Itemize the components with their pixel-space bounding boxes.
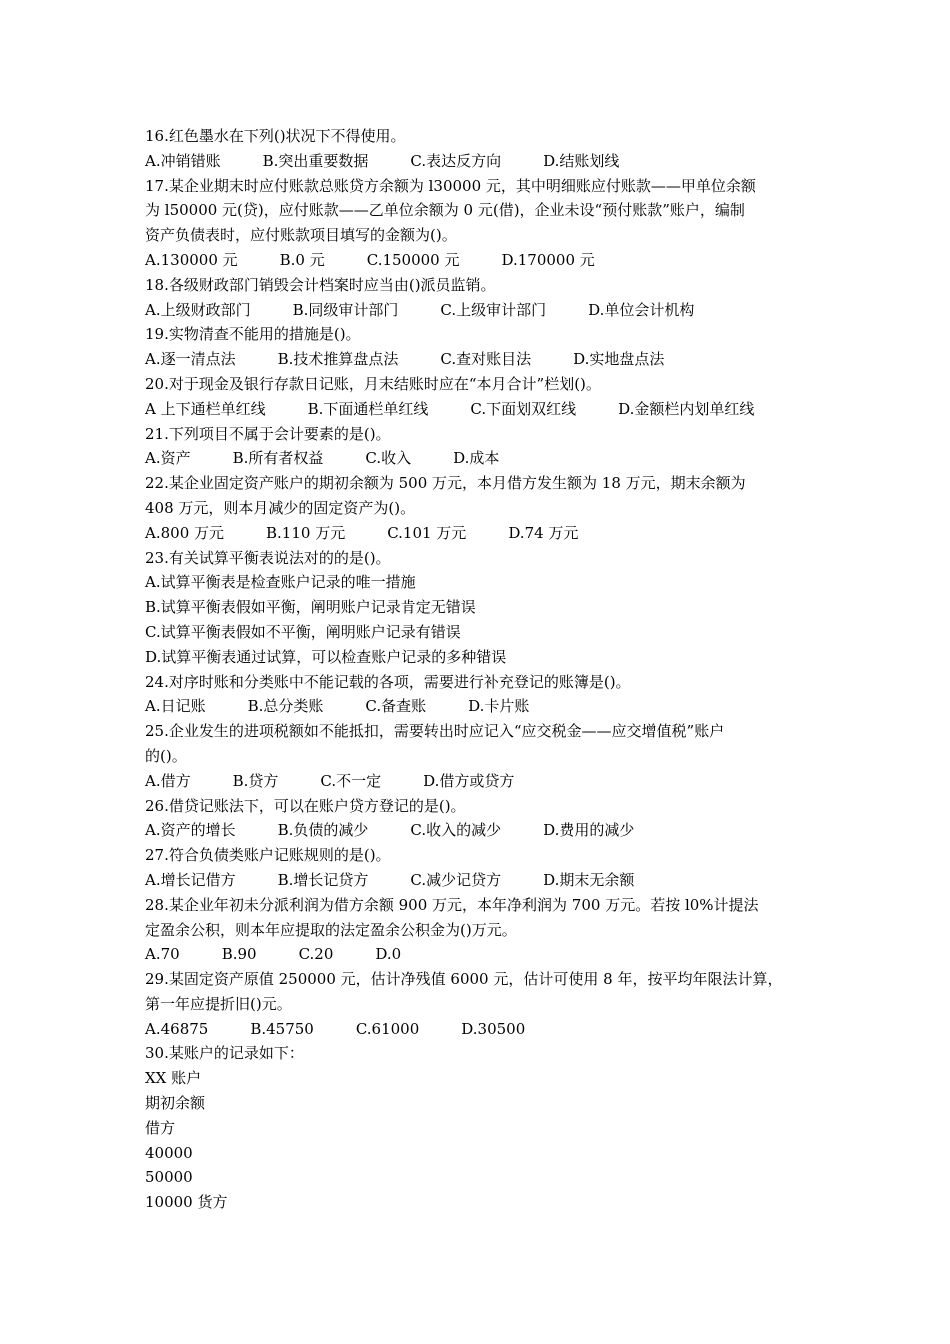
answer-option: B.贷方 (232, 771, 279, 790)
question-21 (145, 422, 825, 472)
answer-option: B.增长记贷方 (277, 870, 369, 889)
question-stem-line: 的()。 (145, 746, 187, 765)
question-stem-line: 50000 (145, 1168, 193, 1187)
question-18 (145, 273, 825, 323)
answer-option: B.45750 (250, 1019, 314, 1038)
answer-options (145, 521, 825, 546)
answer-option: D.卡片账 (468, 697, 530, 716)
answer-option: A.46875 (145, 1019, 209, 1038)
answer-option: D.成本 (453, 449, 500, 468)
answer-option: A.增长记借方 (145, 870, 236, 889)
question-stem-line: 23.有关试算平衡表说法对的的是()。 (145, 548, 391, 567)
answer-option: C.不一定 (320, 771, 382, 790)
answer-option: C.减少记贷方 (410, 870, 502, 889)
answer-options (145, 446, 825, 471)
answer-options (145, 149, 825, 174)
answer-option: B.0 元 (279, 250, 325, 269)
question-stem-line: 21.下列项目不属于会计要素的是()。 (145, 424, 391, 443)
answer-option: D.借方或贷方 (423, 771, 515, 790)
question-stem-line: 期初余额 (145, 1094, 206, 1113)
answer-option: A.800 万元 (145, 523, 224, 542)
question-stem-line: 资产负债表时，应付账款项目填写的金额为()。 (145, 226, 457, 245)
question-23 (145, 546, 825, 670)
question-stem-line: 借方 (145, 1118, 176, 1137)
answer-option: A.冲销错账 (145, 151, 221, 170)
answer-option: C.150000 元 (366, 250, 460, 269)
answer-option: B.负债的减少 (277, 821, 369, 840)
answer-option: A.上级财政部门 (145, 300, 251, 319)
question-30 (145, 1041, 825, 1215)
answer-option: C.61000 (355, 1019, 420, 1038)
question-stem-line: A.试算平衡表是检查账户记录的唯一措施 (145, 573, 416, 592)
answer-option: C.下面划双红线 (470, 399, 577, 418)
answer-option: C.表达反方向 (410, 151, 502, 170)
question-stem-line: 408 万元，则本月减少的固定资产为()。 (145, 498, 416, 517)
question-stem-line: 24.对序时账和分类账中不能记载的各项，需要进行补充登记的账簿是()。 (145, 672, 631, 691)
question-stem-line: 18.各级财政部门销毁会计档案时应当由()派员监销。 (145, 275, 496, 294)
answer-options (145, 769, 825, 794)
answer-options (145, 1017, 825, 1042)
question-stem-line: 为 l50000 元(贷)，应付账款——乙单位余额为 0 元(借)，企业未设“预付账款”账户，编制 (145, 201, 745, 220)
question-26 (145, 794, 825, 844)
question-20 (145, 372, 825, 422)
document-body (145, 124, 825, 1215)
answer-option: C.20 (298, 945, 334, 964)
question-22 (145, 471, 825, 545)
question-25 (145, 719, 825, 793)
question-stem-line: D.试算平衡表通过试算，可以检查账户记录的多种错误 (145, 647, 507, 666)
question-16 (145, 124, 825, 174)
answer-options (145, 868, 825, 893)
answer-option: B.110 万元 (266, 523, 346, 542)
answer-option: C.备查账 (365, 697, 427, 716)
answer-options (145, 818, 825, 843)
question-stem-line: C.试算平衡表假如不平衡，阐明账户记录有错误 (145, 622, 461, 641)
answer-option: C.收入的减少 (410, 821, 502, 840)
answer-option: A.资产 (145, 449, 191, 468)
answer-option: A.借方 (145, 771, 191, 790)
question-stem-line: 30.某账户的记录如下： (145, 1044, 304, 1063)
answer-option: D.170000 元 (501, 250, 595, 269)
answer-option: D.74 万元 (508, 523, 579, 542)
question-stem-line: 22.某企业固定资产账户的期初余额为 500 万元，本月借方发生额为 18 万元，期末余额为 (145, 474, 746, 493)
answer-options (145, 347, 825, 372)
answer-option: A.资产的增长 (145, 821, 236, 840)
answer-option: A.逐一清点法 (145, 350, 236, 369)
answer-option: C.查对账目法 (440, 350, 532, 369)
question-stem-line: 40000 (145, 1143, 193, 1162)
question-stem-line: 26.借贷记账法下，可以在账户贷方登记的是()。 (145, 796, 466, 815)
question-27 (145, 843, 825, 893)
answer-option: B.90 (221, 945, 257, 964)
question-stem-line: 定盈余公积，则本年应提取的法定盈余公积金为()万元。 (145, 920, 517, 939)
question-stem-line: B.试算平衡表假如平衡，阐明账户记录肯定无错误 (145, 598, 476, 617)
answer-option: D.费用的减少 (543, 821, 635, 840)
answer-option: C.上级审计部门 (440, 300, 547, 319)
answer-options (145, 694, 825, 719)
answer-option: A 上下通栏单红线 (145, 399, 266, 418)
question-stem-line: 19.实物清查不能用的措施是()。 (145, 325, 361, 344)
answer-option: A.日记账 (145, 697, 206, 716)
question-stem-line: 16.红色墨水在下列()状况下不得使用。 (145, 127, 406, 145)
answer-option: B.下面通栏单红线 (307, 399, 429, 418)
answer-option: C.收入 (365, 449, 412, 468)
answer-option: D.结账划线 (543, 151, 620, 170)
question-stem-line: 第一年应提折旧()元。 (145, 994, 292, 1013)
answer-option: B.同级审计部门 (292, 300, 399, 319)
question-stem-line: 27.符合负债类账户记账规则的是()。 (145, 846, 391, 865)
answer-options (145, 298, 825, 323)
answer-options (145, 248, 825, 273)
answer-options (145, 397, 825, 422)
answer-option: A.130000 元 (145, 250, 238, 269)
answer-option: A.70 (145, 945, 180, 964)
question-28 (145, 893, 825, 967)
question-stem-line: 20.对于现金及银行存款日记账，月末结账时应在“本月合计”栏划()。 (145, 374, 601, 393)
question-17 (145, 174, 825, 273)
answer-option: D.期末无余额 (543, 870, 635, 889)
question-stem-line: 25.企业发生的进项税额如不能抵扣，需要转出时应记入“应交税金——应交增值税”账户 (145, 722, 725, 741)
question-stem-line: 10000 货方 (145, 1193, 228, 1212)
question-24 (145, 670, 825, 720)
answer-option: B.技术推算盘点法 (277, 350, 399, 369)
answer-option: D.30500 (461, 1019, 526, 1038)
answer-options (145, 942, 825, 967)
answer-option: D.0 (375, 945, 402, 964)
answer-option: D.金额栏内划单红线 (618, 399, 755, 418)
answer-option: B.总分类账 (247, 697, 324, 716)
answer-option: C.101 万元 (387, 523, 467, 542)
question-29 (145, 967, 825, 1041)
answer-option: D.实地盘点法 (573, 350, 665, 369)
question-19 (145, 322, 825, 372)
answer-option: D.单位会计机构 (588, 300, 695, 319)
answer-option: B.所有者权益 (232, 449, 324, 468)
question-stem-line: 29.某固定资产原值 250000 元，估计净残值 6000 元，估计可使用 8 年，按平均年限法计算， (145, 970, 783, 989)
answer-option: B.突出重要数据 (262, 151, 369, 170)
question-stem-line: 17.某企业期末时应付账款总账贷方余额为 l30000 元，其中明细账应付账款——甲单位余额 (145, 176, 756, 195)
question-stem-line: 28.某企业年初未分派利润为借方余额 900 万元，本年净利润为 700 万元。若按 l0%计提法 (145, 895, 759, 914)
question-stem-line: XX 账户 (145, 1069, 202, 1088)
